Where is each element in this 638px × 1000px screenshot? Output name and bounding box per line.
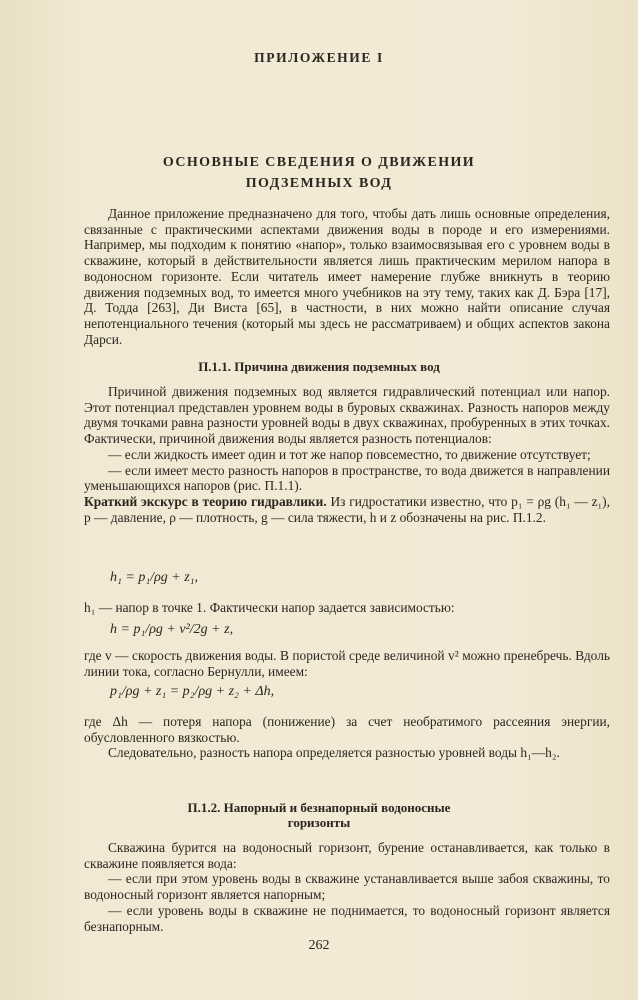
chapter-title-line2: ПОДЗЕМНЫХ ВОД bbox=[245, 176, 393, 191]
s1-excursus-text: Из гидростатики известно, что p₁ = ρg (h₁ — z₁), p — давление, ρ — плотность, g — сила тяжести, h и z обозначены на рис. П.1.2. bbox=[84, 493, 610, 525]
intro-paragraph bbox=[84, 206, 610, 347]
s1-paragraph-2: h₁ — напор в точке 1. Фактически напор задается зависимостью: bbox=[84, 600, 455, 615]
section-2-heading bbox=[0, 800, 638, 830]
s2-bullet-1: — если при этом уровень воды в скважине устанавливается выше забоя скважины, то водоносный горизонт является напорным; bbox=[84, 871, 610, 903]
s1-paragraph-4: где Δh — потеря напора (понижение) за счет необратимого рассеяния энергии, обусловленного вязкостью. bbox=[84, 714, 610, 745]
section-2-body bbox=[84, 840, 610, 934]
s1-excursus-lead: Краткий экскурс в теорию гидравлики. bbox=[84, 493, 327, 509]
section-2-heading-line1: П.1.2. Напорный и безнапорный водоносные bbox=[187, 800, 451, 815]
s1-paragraph-5: Следовательно, разность напора определяется разностью уровней воды h₁—h₂. bbox=[108, 745, 560, 761]
section-2-heading-line2: горизонты bbox=[287, 815, 351, 830]
formula-3: p₁/ρg + z₁ = p₂/ρg + z₂ + Δh, bbox=[110, 684, 275, 699]
s1-paragraph-3-block bbox=[84, 648, 610, 679]
s1-paragraph-3: где v — скорость движения воды. В пористой среде величиной v² можно пренебречь. Вдоль линии тока, согласно Бернулли, имеем: bbox=[84, 648, 610, 679]
section-1-body bbox=[84, 384, 610, 525]
section-1-heading: П.1.1. Причина движения подземных вод bbox=[198, 359, 440, 374]
formula-1: h₁ = p₁/ρg + z₁, bbox=[110, 570, 199, 585]
formula-2: h = p₁/ρg + v²/2g + z, bbox=[110, 622, 234, 637]
s1-bullet-2: — если имеет место разность напоров в пространстве, то вода движется в направлении уменьшающихся напоров (рис. П.1.1). bbox=[84, 462, 610, 494]
page-number: 262 bbox=[308, 938, 330, 953]
appendix-title: ПРИЛОЖЕНИЕ I bbox=[254, 50, 384, 65]
chapter-title bbox=[0, 152, 638, 194]
s2-paragraph-1: Скважина бурится на водоносный горизонт, бурение останавливается, как только в скважине появляется вода: bbox=[84, 840, 610, 871]
intro-text: Данное приложение предназначено для того, чтобы дать лишь основные определения, связанные с практическими аспектами движения воды в породе и его измерениями. Например, мы подходим к понятию «напор», только взаимосвязывая его с уровнем воды в скважине, который в действительности является лишь практическим мерилом напора в водоносном горизонте. Если читатель имеет намерение глубже вникнуть в теорию движения подземных вод, то имеется много учебников на эту тему, таких как Д. Бэра [17], Д. Тодда [263], Ди Виста [65], в частности, в них можно найти описание случая непотенциального течения (который мы здесь не рассматриваем) и общих аспектов закона Дарси. bbox=[84, 206, 610, 347]
s1-paragraph-1: Причиной движения подземных вод является гидравлический потенциал или напор. Этот потенциал представлен уровнем воды в буровых скважинах. Разность напоров между двумя точками равна разности уровней воды в двух скважинах, пробуренных в этих точках. Фактически, причиной движения воды является разность потенциалов: bbox=[84, 384, 610, 447]
s1-bullet-1: — если жидкость имеет один и тот же напор повсеместно, то движение отсутствует; bbox=[108, 446, 591, 462]
s2-bullet-2: — если уровень воды в скважине не поднимается, то водоносный горизонт является безнапорным. bbox=[84, 902, 610, 934]
chapter-title-line1: ОСНОВНЫЕ СВЕДЕНИЯ О ДВИЖЕНИИ bbox=[162, 155, 476, 170]
s1-paragraph-4-block bbox=[84, 714, 610, 761]
s1-paragraph-2-block bbox=[84, 600, 610, 616]
s1-excursus bbox=[84, 494, 610, 525]
